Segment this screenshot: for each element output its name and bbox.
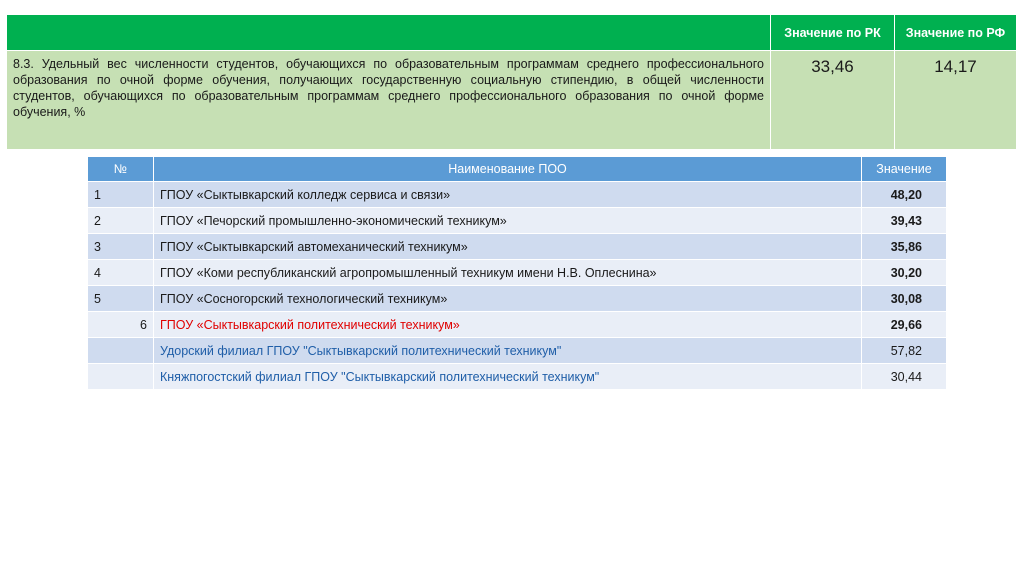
row-number [88, 364, 154, 390]
indicator-table [6, 14, 1017, 150]
row-value: 29,66 [862, 312, 947, 338]
table-row [88, 208, 947, 234]
table-row [88, 234, 947, 260]
row-value: 30,44 [862, 364, 947, 390]
row-number [88, 338, 154, 364]
row-value: 30,08 [862, 286, 947, 312]
value-rk: 33,46 [771, 51, 895, 150]
row-name: ГПОУ «Сыктывкарский политехнический техникум» [154, 312, 862, 338]
ranking-header-row [88, 157, 947, 182]
indicator-description: 8.3. Удельный вес численности студентов, обучающихся по образовательным программам среднего профессионального образования по очной форме обучения, получающих государственную социальную стипендию, в общей численности студентов, обучающихся по образовательным программам среднего профессионального образования по очной форме обучения, % [13, 57, 764, 119]
header-value: Значение [862, 157, 947, 182]
table-row-highlighted [88, 312, 947, 338]
row-name: Княжпогостский филиал ГПОУ "Сыктывкарский политехнический техникум" [154, 364, 862, 390]
row-number: 1 [88, 182, 154, 208]
row-name: ГПОУ «Сыктывкарский колледж сервиса и связи» [154, 182, 862, 208]
row-name: ГПОУ «Коми республиканский агропромышленный техникум имени Н.В. Оплеснина» [154, 260, 862, 286]
row-name: ГПОУ «Печорский промышленно-экономический техникум» [154, 208, 862, 234]
row-value: 39,43 [862, 208, 947, 234]
row-value: 48,20 [862, 182, 947, 208]
indicator-description-cell [7, 51, 771, 150]
indicator-header-row [7, 15, 1017, 51]
header-name: Наименование ПОО [154, 157, 862, 182]
table-row [88, 182, 947, 208]
table-row [88, 286, 947, 312]
value-rf: 14,17 [895, 51, 1017, 150]
row-number: 3 [88, 234, 154, 260]
row-value: 30,20 [862, 260, 947, 286]
table-row [88, 260, 947, 286]
row-number: 2 [88, 208, 154, 234]
row-name: Удорский филиал ГПОУ "Сыктывкарский политехнический техникум" [154, 338, 862, 364]
row-number: 4 [88, 260, 154, 286]
row-value: 57,82 [862, 338, 947, 364]
column-header-rk: Значение по РК [771, 15, 895, 51]
row-value: 35,86 [862, 234, 947, 260]
header-number: № [88, 157, 154, 182]
indicator-row [7, 51, 1017, 150]
table-row-branch [88, 364, 947, 390]
row-name: ГПОУ «Сосногорский технологический техникум» [154, 286, 862, 312]
row-name: ГПОУ «Сыктывкарский автомеханический техникум» [154, 234, 862, 260]
row-number: 6 [88, 312, 154, 338]
indicator-header-blank [7, 15, 771, 51]
row-number: 5 [88, 286, 154, 312]
column-header-rf: Значение по РФ [895, 15, 1017, 51]
table-row-branch [88, 338, 947, 364]
ranking-table [87, 156, 947, 390]
